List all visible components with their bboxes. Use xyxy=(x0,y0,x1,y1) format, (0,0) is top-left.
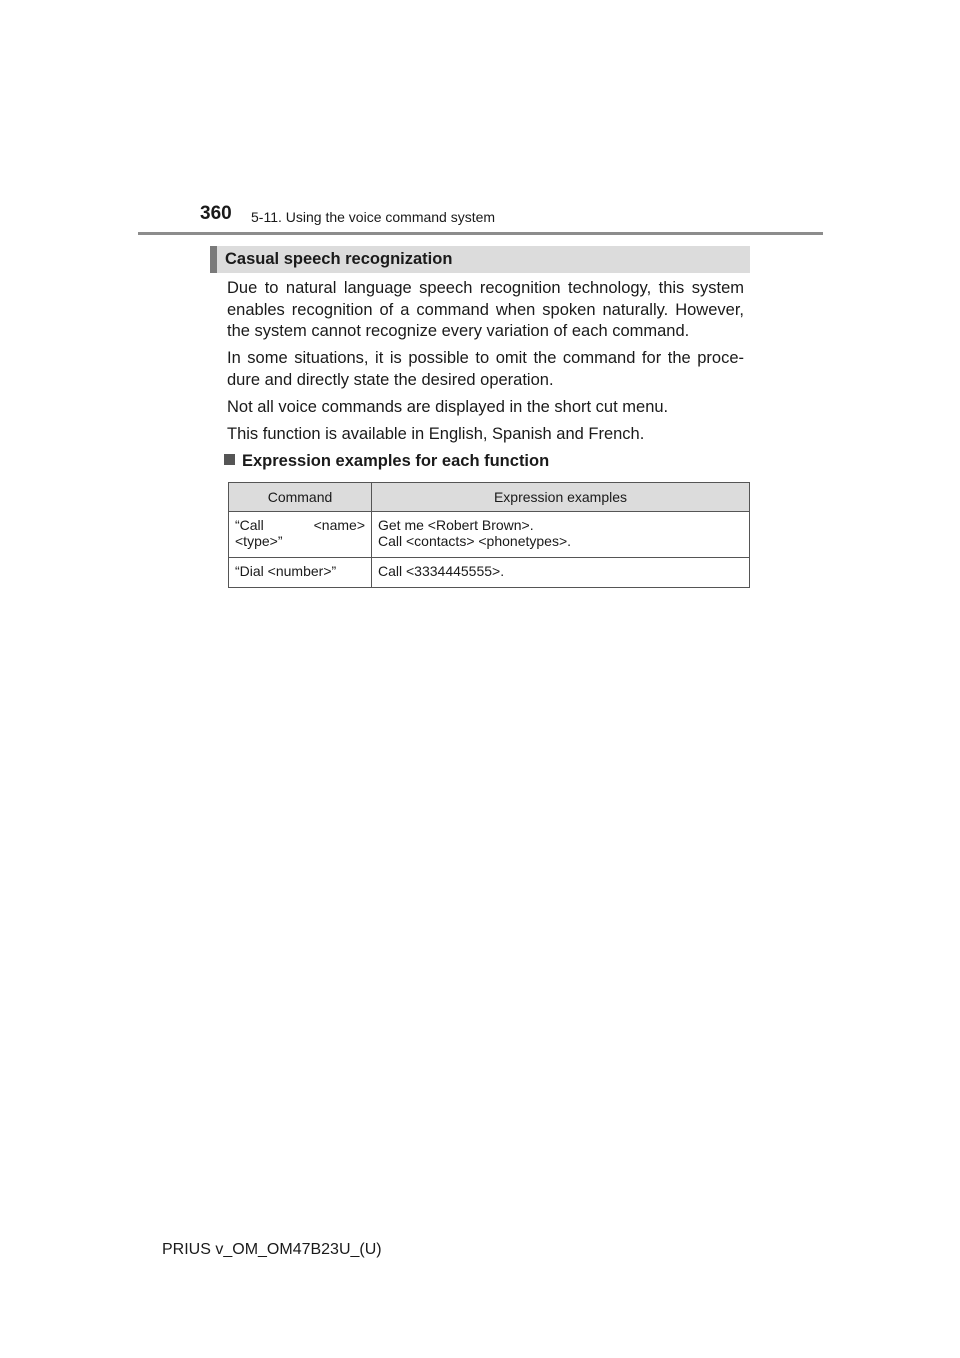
section-heading: Casual speech recognization xyxy=(210,246,750,273)
body-paragraph: Due to natural language speech recognition technology, this system enables recognition of a command when spoken naturally. However, the system cannot recognize every variation of each command. xyxy=(227,279,744,340)
subheading-text: Expression examples for each function xyxy=(242,452,550,470)
example-cell xyxy=(372,558,750,588)
example-text: Call <3334445555>. xyxy=(378,563,505,579)
command-cell xyxy=(229,558,372,588)
subheading xyxy=(224,451,549,472)
manual-code-footer: PRIUS v_OM_OM47B23U_(U) xyxy=(162,1241,382,1258)
body-paragraph: In some situations, it is possible to omit the command for the proce-dure and directly state the desired operation. xyxy=(227,349,744,389)
expression-examples-table xyxy=(228,482,750,588)
section-breadcrumb: 5-11. Using the voice command system xyxy=(251,209,496,225)
column-header-expression-examples: Expression examples xyxy=(372,483,750,512)
table-row xyxy=(229,512,750,558)
table-header-row xyxy=(229,483,750,512)
command-text: “Call <name> xyxy=(235,517,365,533)
table-row xyxy=(229,558,750,588)
header-divider xyxy=(138,232,823,235)
command-text: “Dial <number>” xyxy=(235,563,337,579)
command-cell xyxy=(229,512,372,558)
example-text: Call <contacts> <phonetypes>. xyxy=(378,533,572,549)
column-header-command: Command xyxy=(229,483,372,512)
example-cell xyxy=(372,512,750,558)
example-text: Get me <Robert Brown>. xyxy=(378,517,534,533)
body-paragraph: This function is available in English, Spanish and French. xyxy=(227,425,645,443)
command-text: <type>” xyxy=(235,533,283,549)
page-number: 360 xyxy=(200,203,232,224)
square-bullet-icon xyxy=(224,454,235,465)
body-paragraph: Not all voice commands are displayed in the short cut menu. xyxy=(227,398,669,416)
